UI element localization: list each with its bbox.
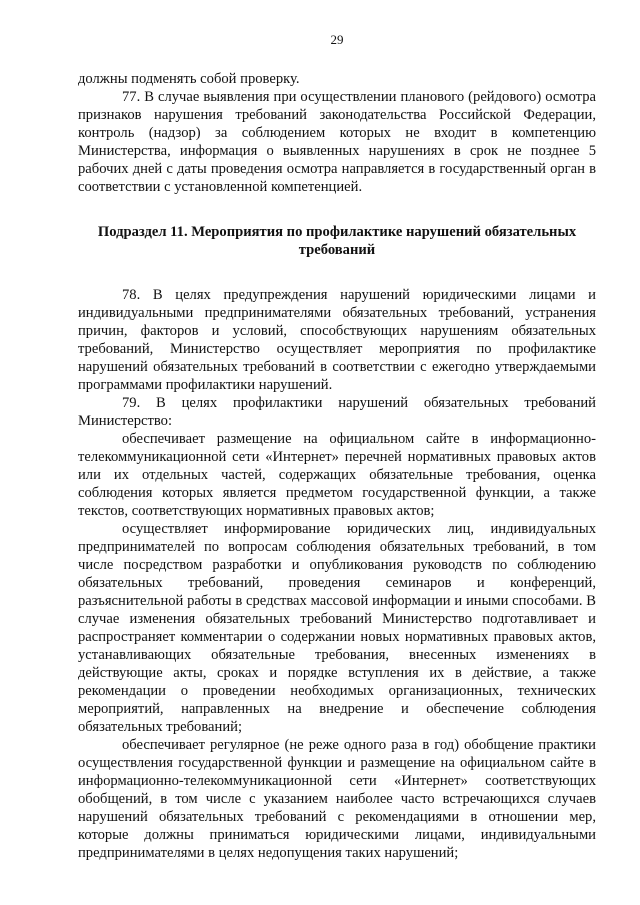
paragraph-79-item-3: обеспечивает регулярное (не реже одного раза в год) обобщение практики осуществления государственной функции и размещение на официальном сайте в информационно-телекоммуникационной сети «Интернет» соответствующих обобщений, в том числе с указанием наиболее часто встречающихся случаев нарушений обязательных требований с рекомендациями в отношении мер, которые должны приниматься юридическими лицами, индивидуальными предпринимателями в целях недопущения таких нарушений; <box>78 737 596 861</box>
paragraph-continuation: должны подменять собой проверку. <box>78 71 300 87</box>
paragraphs-after <box>78 286 596 862</box>
paragraph-79-item-2: осуществляет информирование юридических лиц, индивидуальных предпринимателей по вопросам соблюдения обязательных требований, в том числе посредством разработки и опубликования руководств по соблюдению обязательных требований, проведения семинаров и конференций, разъяснительной работы в средствах массовой информации и иными способами. В случае изменения обязательных требований Министерство подготавливает и распространяет комментарии о содержании новых нормативных правовых актов, устанавливающих обязательные требования, внесенных изменениях в действующие акты, сроках и порядке вступления их в действие, а также рекомендации о проведении необходимых организационных, технических мероприятий, направленных на внедрение и обеспечение соблюдения обязательных требований; <box>78 521 596 735</box>
document-page <box>78 32 596 862</box>
paragraph-79: 79. В целях профилактики нарушений обязательных требований Министерство: <box>78 395 596 429</box>
paragraph-78: 78. В целях предупреждения нарушений юридическими лицами и индивидуальными предпринимателями обязательных требований, устранения причин, факторов и условий, способствующих нарушениям обязательных требований, Министерство осуществляет мероприятия по профилактике нарушений обязательных требований в соответствии с ежегодно утверждаемыми программами профилактики нарушений. <box>78 287 596 393</box>
paragraph-77: 77. В случае выявления при осуществлении планового (рейдового) осмотра признаков нарушения требований законодательства Российской Федерации, контроль (надзор) за соблюдением которых не входит в компетенцию Министерства, информация о выявленных нарушениях в срок не позднее 5 рабочих дней с даты проведения осмотра направляется в государственный орган в соответствии с установленной компетенцией. <box>78 89 596 195</box>
paragraphs-before <box>78 70 596 196</box>
page-number: 29 <box>330 32 344 47</box>
section-heading: Подраздел 11. Мероприятия по профилактике нарушений обязательных требований <box>97 224 577 258</box>
paragraph-79-item-1: обеспечивает размещение на официальном сайте в информационно-телекоммуникационной сети «Интернет» перечней нормативных правовых актов или их отдельных частей, содержащих обязательные требования, оценка соблюдения которых является предметом государственной функции, а также текстов, соответствующих нормативных правовых актов; <box>78 431 596 519</box>
